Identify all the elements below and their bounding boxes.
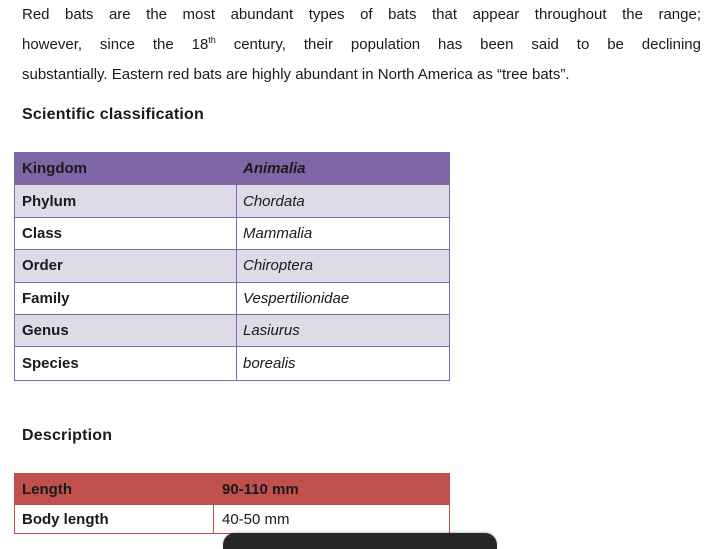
paragraph-line-2: [22, 30, 701, 60]
table-row-genus: [15, 315, 449, 347]
row-value: 90-110 mm: [222, 480, 299, 498]
table-row-phylum: [15, 185, 449, 217]
ordinal-superscript: th: [208, 35, 216, 45]
row-label: Order: [15, 250, 237, 281]
row-label: Body length: [15, 505, 214, 533]
paragraph-line-1: Red bats are the most abundant types of bats that appear throughout the range;: [22, 6, 701, 23]
row-value: Chordata: [243, 192, 305, 210]
row-label: Genus: [15, 315, 237, 346]
row-value: 40-50 mm: [222, 510, 290, 528]
table-row-body-length: [15, 505, 449, 533]
table-row-family: [15, 283, 449, 315]
table-row-kingdom: [15, 153, 449, 185]
row-label: Class: [15, 218, 237, 249]
intro-paragraph: [22, 0, 701, 90]
paragraph-line-3: substantially. Eastern red bats are highly abundant in North America as “tree bats”.: [22, 66, 570, 83]
row-label: Family: [15, 283, 237, 314]
table-row-length: [15, 474, 449, 505]
row-value: Animalia: [243, 160, 306, 178]
row-value: borealis: [243, 355, 296, 373]
classification-table: [14, 152, 450, 381]
description-heading: Description: [22, 427, 113, 444]
line2-text-post: century, their population has been said to be declining: [215, 36, 701, 53]
classification-heading: Scientific classification: [22, 106, 204, 123]
table-row-species: [15, 347, 449, 379]
row-label: Species: [15, 347, 237, 379]
line2-text-pre: however, since the 18: [22, 36, 209, 53]
row-label: Kingdom: [15, 153, 237, 184]
table-row-class: [15, 218, 449, 250]
row-value: Mammalia: [243, 224, 313, 242]
row-value: Chiroptera: [243, 257, 314, 275]
table-row-order: [15, 250, 449, 282]
floating-toolbar[interactable]: [223, 533, 497, 549]
row-label: Phylum: [15, 185, 237, 216]
description-table: [14, 473, 450, 534]
row-value: Vespertilionidae: [243, 289, 350, 307]
row-value: Lasiurus: [243, 322, 300, 340]
row-label: Length: [15, 474, 214, 504]
